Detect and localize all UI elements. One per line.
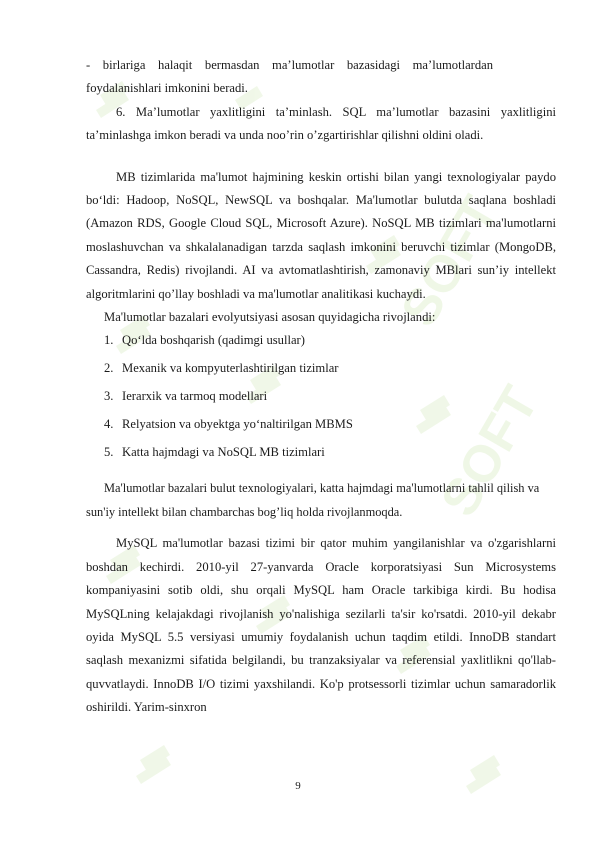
page-number: 9 <box>295 780 301 792</box>
svg-text:SOFT: SOFT <box>390 186 510 336</box>
list-item: 4. Relyatsion va obyektga yo‘naltirilgan MBMS <box>104 417 353 432</box>
list-item: 2. Mexanik va kompyuterlashtirilgan tizimlar <box>104 361 339 376</box>
paragraph-mysql-history: MySQL ma'lumotlar bazasi tizimi bir qator muhim yangilanishlar va o'zgarishlarni boshdan kechirdi. 2010-yil 27-yanvarda Oracle korporatsiyasi Sun Microsystems kompaniyasini sotib oldi, shu orqali MySQL ham Oracle tarkibiga kirdi. Bu hodisa MySQLning kelajakdagi rivojlanish yo'nalishiga sezilarli ta'sir ko'rsatdi. 2010-yil dekabr oyida MySQL 5.5 versiyasi umumiy foydalanish uchun taqdim etildi. InnoDB standart saqlash mexanizmi sifatida belgilandi, bu tranzaksiyalar va referensial yaxlitlikni qo'llab-quvvatlaydi. InnoDB I/O tizimi yaxshilandi. Ko'p protsessorli tizimlar uchun samaradorlik oshirildi. Yarim-sinxron <box>86 536 556 715</box>
paragraph-continuation: - birlariga halaqit bermasdan ma’lumotlar bazasidagi ma’lumotlardan foydalanishlari imkonini beradi. <box>86 58 494 96</box>
list-item: 1. Qo‘lda boshqarish (qadimgi usullar) <box>104 333 305 348</box>
page-content <box>86 54 556 720</box>
svg-text:SOFT: SOFT <box>430 376 550 526</box>
paragraph-evolution-intro: Ma'lumotlar bazalari evolyutsiyasi asosan quyidagicha rivojlandi: <box>104 310 436 325</box>
evolution-list <box>86 329 556 469</box>
paragraph-integrity: 6. Ma’lumotlar yaxlitligini ta’minlash. SQL ma’lumotlar bazasini yaxlitligini ta’minlashga imkon beradi va unda noo’rin o’zgartirishlar qilishni oldini oladi. <box>86 104 556 143</box>
list-item: 5. Katta hajmdagi va NoSQL MB tizimlari <box>104 445 325 460</box>
list-item: 3. Ierarxik va tarmoq modellari <box>104 389 268 404</box>
paragraph-new-technologies: MB tizimlarida ma'lumot hajmining keskin ortishi bilan yangi texnologiyalar paydo bo‘ldi: Hadoop, NoSQL, NewSQL va boshqalar. Ma'lumotlar bulutda saqlana boshladi (Amazon RDS, Google Cloud SQL, Microsoft Azure). NoSQL MB tizimlari ma'lumotlarni moslashuvchan va shkalalanadigan tarzda saqlash imkonini beruvchi tizimlar (MongoDB, Cassandra, Redis) rivojlandi. AI va avtomatlashtirish, zamonaviy MBlari sun’iy intellekt algoritmlarini qo’llay boshladi va ma'lumotlar analitikasi kuchaydi. <box>86 169 556 301</box>
paragraph-cloud-ai: Ma'lumotlar bazalari bulut texnologiyalari, katta hajmdagi ma'lumotlarni tahlil qilish va sun'iy intellekt bilan chambarchas bog’liq holda rivojlanmoqda. <box>86 481 540 519</box>
